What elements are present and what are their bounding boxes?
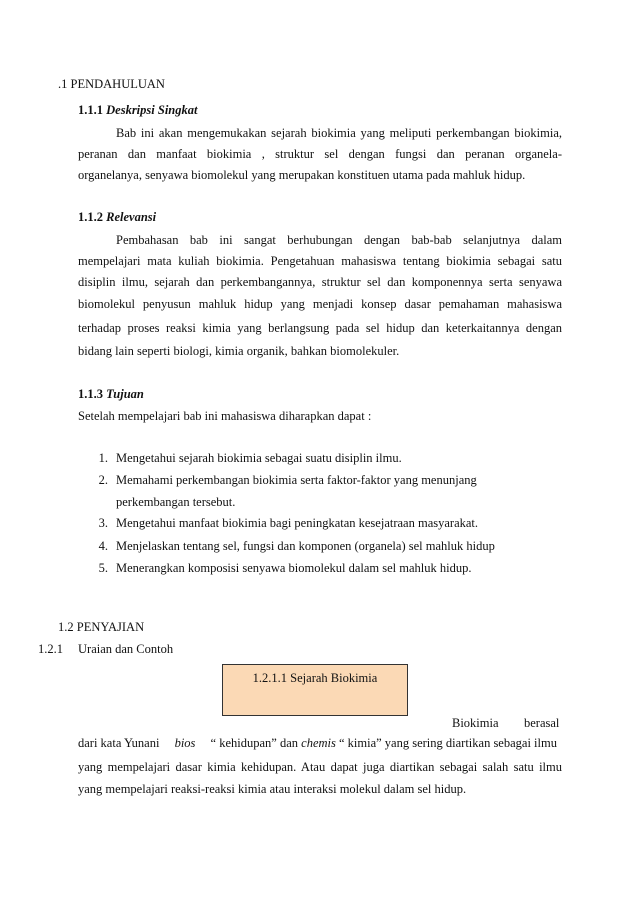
paragraph-line: mempelajari mata kuliah biokimia. Pengetahuan mahasiswa tentang biokimia sebagai satu [78,254,562,268]
italic-term-bios: bios [174,736,196,750]
list-text: Mengetahui sejarah biokimia sebagai suatu disiplin ilmu. [116,451,402,465]
tujuan-intro: Setelah mempelajari bab ini mahasiswa diharapkan dapat : [78,409,372,423]
paragraph-line: disiplin ilmu, sejarah dan perkembangannya, struktur sel dan komponennya serta senyawa [78,275,562,289]
paragraph-line: Bab ini akan mengemukakan sejarah biokimia yang meliputi perkembangan biokimia, [116,126,562,140]
text-run: dari kata Yunani [78,736,160,750]
paragraph-line [78,737,562,750]
list-text: Menjelaskan tentang sel, fungsi dan komponen (organela) sel mahluk hidup [116,539,495,553]
paragraph-line: terhadap proses reaksi kimia yang berlangsung pada sel hidup dan keterkaitannya dengan [78,321,562,335]
subheading-title: Tujuan [106,387,144,401]
list-number: 4. [98,539,108,553]
subheading-deskripsi [78,103,197,118]
section-title-box [222,664,408,716]
subheading-tujuan [78,387,144,402]
box-title: 1.2.1.1 Sejarah Biokimia [252,671,378,685]
list-number: 3. [98,516,108,530]
section-heading-penyajian: 1.2 PENYAJIAN [58,620,145,634]
list-number: 2. [98,473,108,487]
paragraph-line: organelanya, senyawa biomolekul yang merupakan konstituen utama pada mahluk hidup. [78,168,526,182]
list-text: Menerangkan komposisi senyawa biomolekul dalam sel mahluk hidup. [116,561,472,575]
italic-term-chemis: chemis [301,736,336,750]
subheading-number: 1.1.3 [78,387,103,401]
paragraph-line: Pembahasan bab ini sangat berhubungan dengan bab-bab selanjutnya dalam [116,233,562,247]
list-text: Memahami perkembangan biokimia serta faktor-faktor yang menunjang [116,473,477,487]
paragraph-line: biomolekul penyusun mahluk hidup yang menjadi konsep dasar pemahaman mahasiswa [78,297,562,311]
paragraph-word: berasal [524,716,560,730]
text-run: “ kehidupan” dan [210,736,299,750]
subheading-number: 1.1.1 [78,103,103,117]
subheading-relevansi [78,210,156,225]
subsection-title: Uraian dan Contoh [78,642,174,656]
paragraph-line: bidang lain seperti biologi, kimia organik, bahkan biomolekuler. [78,344,400,358]
subheading-title: Deskripsi Singkat [106,103,198,117]
list-text: perkembangan tersebut. [116,495,236,509]
paragraph-line: peranan dan manfaat biokimia , struktur sel dengan fungsi dan peranan organela- [78,147,562,161]
paragraph-line: yang mempelajari dasar kimia kehidupan. Atau dapat juga diartikan sebagai salah satu ilmu [78,760,562,774]
section-heading-pendahuluan: .1 PENDAHULUAN [58,77,165,91]
subsection-number: 1.2.1 [38,642,63,656]
list-text: Mengetahui manfaat biokimia bagi peningkatan kesejatraan masyarakat. [116,516,479,530]
subheading-number: 1.1.2 [78,210,103,224]
list-number: 5. [98,561,108,575]
list-number: 1. [98,451,108,465]
paragraph-word: Biokimia [452,716,499,730]
subheading-title: Relevansi [106,210,157,224]
text-run: “ kimia” yang sering diartikan sebagai ilmu [338,736,557,750]
paragraph-line: yang mempelajari reaksi-reaksi kimia atau interaksi molekul dalam sel hidup. [78,782,467,796]
